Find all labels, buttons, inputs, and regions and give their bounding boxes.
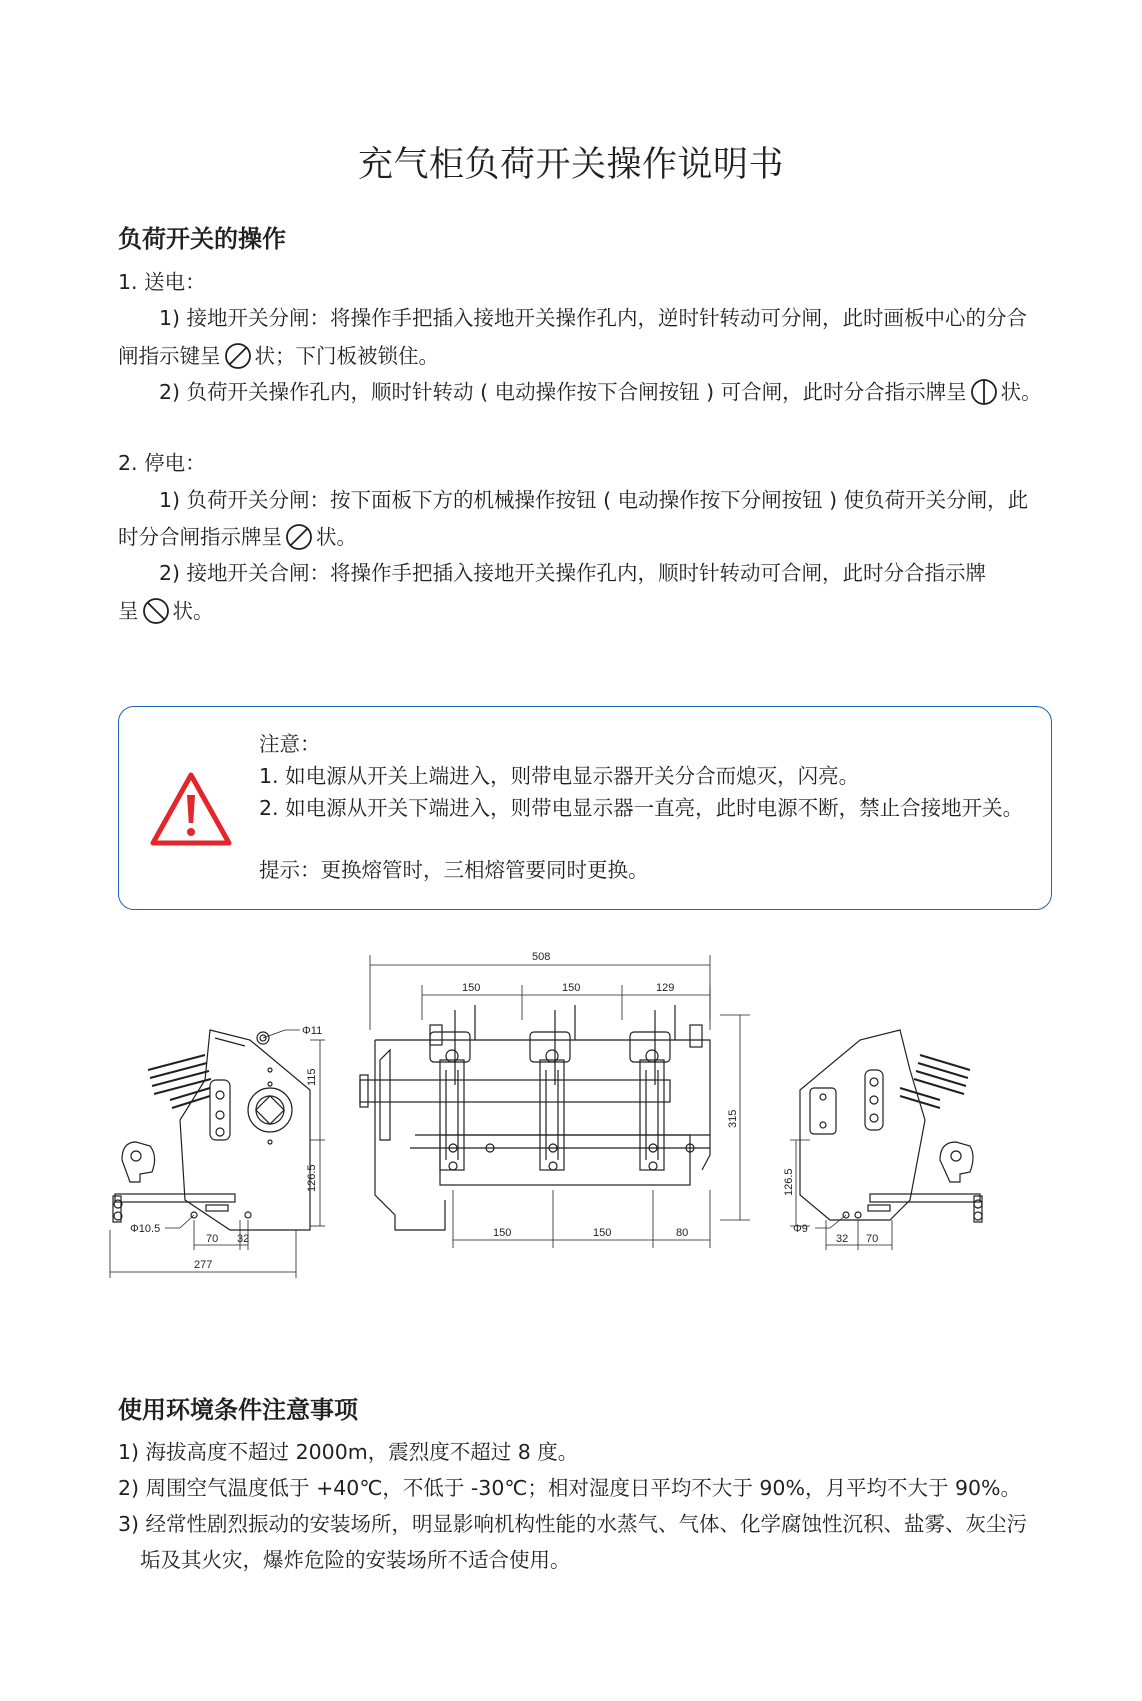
dim-126-5-left: 126.5 (306, 1164, 318, 1192)
notice-tip: 提示：更换熔管时，三相熔管要同时更换。 (259, 858, 649, 882)
power-off-label: 2. 停电： (118, 451, 206, 475)
dim-126-5-right: 126.5 (783, 1168, 795, 1196)
dim-277: 277 (194, 1259, 213, 1271)
power-off-step2-line2 (118, 597, 214, 625)
power-off-step1-line2 (118, 523, 357, 551)
slash-open-indicator-icon (285, 523, 313, 551)
dim-150-bottom-mid: 150 (593, 1227, 612, 1239)
dim-150-bottom-left: 150 (493, 1227, 512, 1239)
warning-triangle-icon (149, 771, 233, 847)
power-on-step2 (159, 378, 1042, 406)
switch-dimension-drawing (110, 951, 1070, 1340)
backslash-earthed-indicator-icon (142, 597, 170, 625)
phase-a (430, 1005, 475, 1170)
notice-label: 注意： (259, 732, 321, 756)
text-fragment: 状。 (316, 525, 357, 549)
vertical-closed-indicator-icon (970, 378, 998, 406)
dim-32-right: 32 (836, 1233, 849, 1245)
env-item-3-line2: 垢及其火灾，爆炸危险的安装场所不适合使用。 (140, 1548, 571, 1572)
front-view-dimensions (462, 951, 739, 1239)
notice-box (118, 706, 1052, 910)
env-item-1: 1) 海拔高度不超过 2000m，震烈度不超过 8 度。 (118, 1440, 579, 1464)
slash-open-indicator-icon (224, 342, 252, 370)
text-fragment: 呈 (118, 599, 139, 623)
env-item-2: 2) 周围空气温度低于 +40℃，不低于 -30℃；相对湿度日平均不大于 90%，月平均不大于 90%。 (118, 1476, 1022, 1500)
dim-315: 315 (727, 1109, 739, 1128)
power-on-step1-line2 (118, 342, 439, 370)
dim-115: 115 (306, 1068, 318, 1086)
notice-item-2: 2. 如电源从开关下端进入，则带电显示器一直亮，此时电源不断，禁止合接地开关。 (259, 796, 1024, 820)
dim-80-bottom-right: 80 (676, 1227, 689, 1239)
dim-129-top-right: 129 (656, 982, 675, 994)
phase-b (530, 1005, 575, 1170)
phase-c (630, 1005, 675, 1170)
power-off-step2-line1: 2) 接地开关合闸：将操作手把插入接地开关操作孔内，顺时针转动可合闸，此时分合指示牌 (159, 561, 987, 585)
left-view-dimensions (130, 1025, 322, 1271)
text-fragment: 状。 (172, 599, 214, 623)
document-title: 充气柜负荷开关操作说明书 (357, 145, 784, 185)
section-heading-operation: 负荷开关的操作 (118, 225, 286, 253)
dim-32-left: 32 (237, 1233, 250, 1245)
text-fragment: 状；下门板被锁住。 (254, 344, 439, 368)
dim-70-right: 70 (866, 1233, 879, 1245)
text-fragment: 状。 (1000, 380, 1042, 404)
dim-150-top-left: 150 (462, 982, 481, 994)
front-view (360, 955, 750, 1248)
dim-70-left: 70 (206, 1233, 219, 1245)
dim-phi11: Φ11 (302, 1025, 323, 1037)
text-fragment: 2) 负荷开关操作孔内，顺时针转动 ( 电动操作按下合闸按钮 ) 可合闸，此时分合指示牌呈 (159, 380, 967, 404)
dim-150-top-mid: 150 (562, 982, 581, 994)
dim-508: 508 (532, 951, 551, 963)
env-item-3-line1: 3) 经常性剧烈振动的安装场所，明显影响机构性能的水蒸气、气体、化学腐蚀性沉积、盐雾、灰尘污 (118, 1512, 1028, 1536)
text-fragment: 时分合闸指示牌呈 (118, 525, 282, 549)
right-side-view (790, 1030, 982, 1250)
section-heading-environment: 使用环境条件注意事项 (118, 1396, 358, 1424)
text-fragment: 闸指示键呈 (118, 344, 221, 368)
dim-phi9: Φ9 (793, 1223, 808, 1235)
power-on-step1-line1: 1) 接地开关分闸：将操作手把插入接地开关操作孔内，逆时针转动可分闸，此时画板中心的分合 (159, 306, 1028, 330)
right-view-dimensions (783, 1168, 878, 1245)
power-off-step1-line1: 1) 负荷开关分闸：按下面板下方的机械操作按钮 ( 电动操作按下分闸按钮 ) 使负荷开关分闸，此 (159, 488, 1029, 512)
dim-phi10-5: Φ10.5 (130, 1223, 161, 1235)
power-on-label: 1. 送电： (118, 270, 206, 294)
notice-item-1: 1. 如电源从开关上端进入，则带电显示器开关分合而熄灭，闪亮。 (259, 764, 860, 788)
